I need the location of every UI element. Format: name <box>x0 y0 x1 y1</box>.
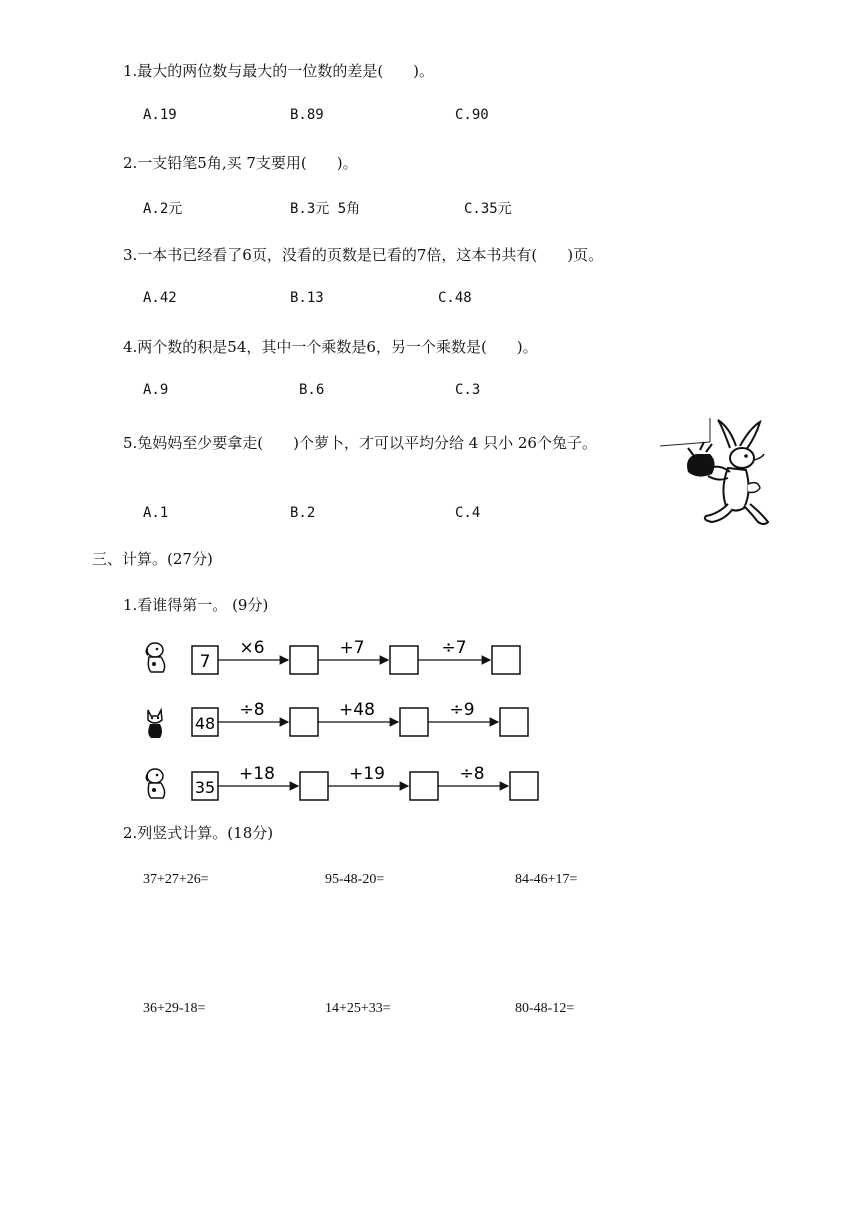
part2-title: 2.列竖式计算。(18分) <box>123 824 274 842</box>
question-5: 5.兔妈妈至少要拿走( )个萝卜，才可以平均分给 4 只小 26个兔子。 <box>123 434 597 452</box>
q5-option-b: B.2 <box>290 505 316 521</box>
chain-3-op-1: +18 <box>239 764 275 784</box>
rabbit-holding-carrots-icon <box>660 418 770 528</box>
chain-1-answer-box-1[interactable] <box>290 646 318 674</box>
vertical-calc-3: 84-46+17= <box>515 872 578 887</box>
chain-2-start: 48 <box>194 714 216 733</box>
vertical-calc-6: 80-48-12= <box>515 1001 575 1016</box>
q3-option-a: A.42 <box>143 290 177 306</box>
q2-option-a: A.2元 <box>143 201 183 217</box>
chain-1-answer-box-3[interactable] <box>492 646 520 674</box>
chain-1-answer-box-2[interactable] <box>390 646 418 674</box>
q5-option-a: A.1 <box>143 505 169 521</box>
chain-1-start: 7 <box>199 652 211 672</box>
chain-3-answer-box-1[interactable] <box>300 772 328 800</box>
chain-3-answer-box-3[interactable] <box>510 772 538 800</box>
part1-title: 1.看谁得第一。 (9分) <box>123 596 269 614</box>
section-title: 三、计算。(27分) <box>92 550 213 568</box>
chain-2-op-2: +48 <box>339 700 375 720</box>
puppy-icon <box>146 643 165 672</box>
q2-option-c: C.35元 <box>464 201 512 217</box>
chain-3-op-3: ÷8 <box>459 764 485 784</box>
vertical-calc-5: 14+25+33= <box>325 1001 391 1016</box>
chain-2-op-3: ÷9 <box>449 700 475 720</box>
chain-3-op-2: +19 <box>349 764 385 784</box>
q4-option-a: A.9 <box>143 382 169 398</box>
q1-option-b: B.89 <box>290 107 324 123</box>
question-2: 2.一支铅笔5角,买 7支要用( )。 <box>123 154 358 172</box>
q1-option-c: C.90 <box>455 107 489 123</box>
puppy-icon <box>146 769 165 798</box>
vertical-calc-4: 36+29-18= <box>143 1001 206 1016</box>
chain-2-answer-box-2[interactable] <box>400 708 428 736</box>
chain-1-op-3: ÷7 <box>441 638 467 658</box>
q2-option-b: B.3元 5角 <box>290 201 361 217</box>
q5-option-c: C.4 <box>455 505 481 521</box>
q3-option-b: B.13 <box>290 290 324 306</box>
chain-3-start: 35 <box>194 778 216 797</box>
chain-2-answer-box-3[interactable] <box>500 708 528 736</box>
chain-2-op-1: ÷8 <box>239 700 265 720</box>
calculation-chains <box>140 630 560 810</box>
chain-1-op-2: +7 <box>339 638 365 658</box>
chain-2-answer-box-1[interactable] <box>290 708 318 736</box>
q1-option-a: A.19 <box>143 107 177 123</box>
question-3: 3.一本书已经看了6页，没看的页数是已看的7倍，这本书共有( )页。 <box>123 246 604 264</box>
question-4: 4.两个数的积是54，其中一个乘数是6，另一个乘数是( )。 <box>123 338 538 356</box>
kitten-icon <box>148 710 162 738</box>
q3-option-c: C.48 <box>438 290 472 306</box>
q4-option-b: B.6 <box>299 382 325 398</box>
chain-3-answer-box-2[interactable] <box>410 772 438 800</box>
vertical-calc-2: 95-48-20= <box>325 872 385 887</box>
q4-option-c: C.3 <box>455 382 481 398</box>
chain-1-op-1: ×6 <box>239 638 265 658</box>
question-1: 1.最大的两位数与最大的一位数的差是( )。 <box>123 62 435 80</box>
vertical-calc-1: 37+27+26= <box>143 872 209 887</box>
